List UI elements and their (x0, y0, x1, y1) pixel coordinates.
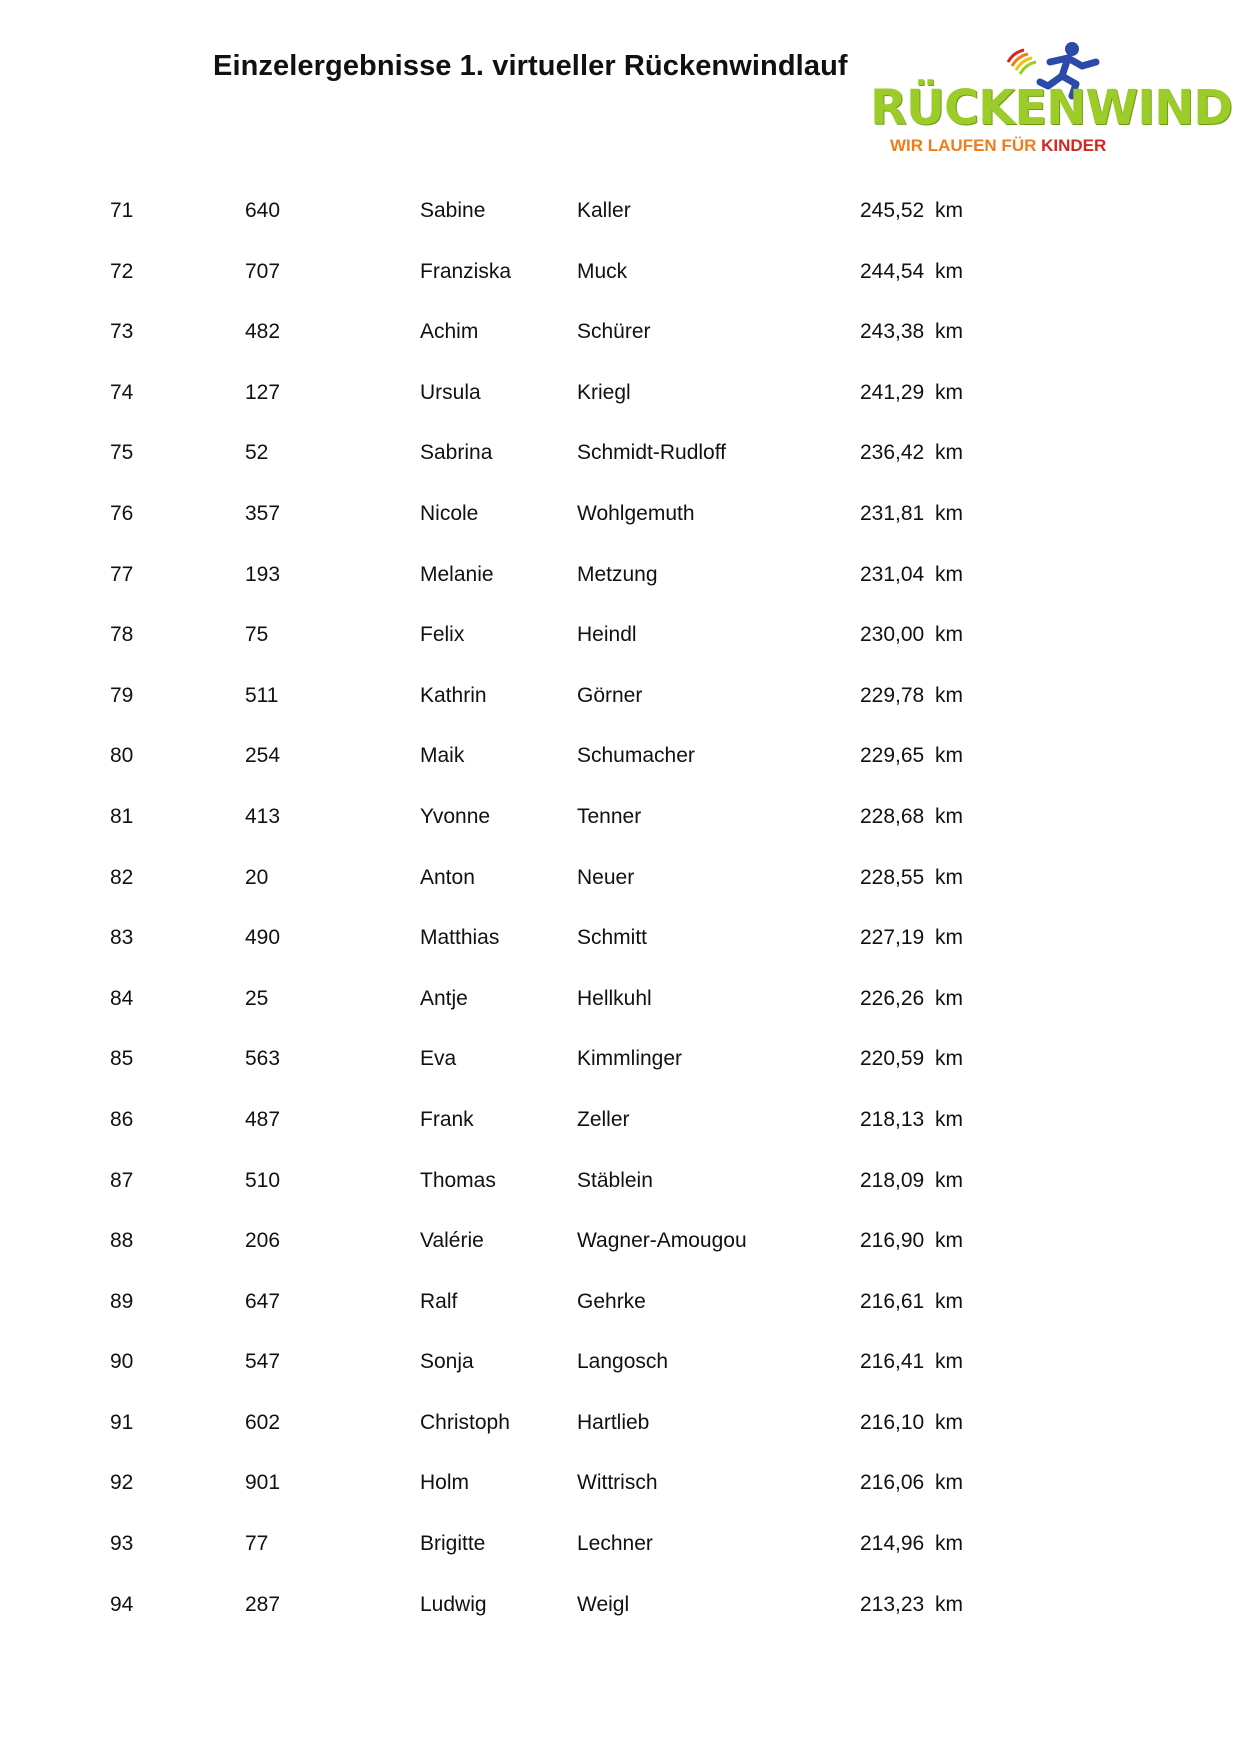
start-number: 563 (245, 1047, 281, 1071)
rank: 78 (110, 623, 134, 647)
last-name: Lechner (577, 1532, 653, 1556)
distance: 218,13 (860, 1107, 925, 1131)
result-row (0, 314, 1240, 375)
rank: 75 (110, 441, 134, 465)
first-name: Valérie (420, 1229, 484, 1253)
result-row (0, 496, 1240, 557)
result-row (0, 1223, 1240, 1284)
start-number: 487 (245, 1107, 281, 1131)
rank: 87 (110, 1168, 134, 1192)
distance: 216,10 (860, 1410, 925, 1434)
first-name: Yvonne (420, 804, 491, 828)
result-row (0, 1465, 1240, 1526)
start-number: 511 (245, 683, 279, 707)
last-name: Stäblein (577, 1168, 653, 1192)
distance: 244,54 (860, 259, 925, 283)
first-name: Franziska (420, 259, 512, 283)
distance-unit: km (935, 683, 963, 707)
last-name: Neuer (577, 865, 635, 889)
distance: 228,55 (860, 865, 925, 889)
start-number: 77 (245, 1532, 269, 1556)
results-list (0, 193, 1240, 1647)
last-name: Zeller (577, 1107, 630, 1131)
start-number: 193 (245, 562, 281, 586)
last-name: Heindl (577, 623, 637, 647)
logo-tagline (890, 136, 1106, 156)
result-row (0, 1587, 1240, 1648)
last-name: Weigl (577, 1592, 630, 1616)
distance-unit: km (935, 380, 963, 404)
first-name: Sabrina (420, 441, 493, 465)
result-row (0, 254, 1240, 315)
distance: 220,59 (860, 1047, 925, 1071)
distance-unit: km (935, 1532, 963, 1556)
start-number: 647 (245, 1289, 281, 1313)
start-number: 510 (245, 1168, 281, 1192)
result-row (0, 1041, 1240, 1102)
distance-unit: km (935, 1471, 963, 1495)
first-name: Kathrin (420, 683, 487, 707)
result-row (0, 678, 1240, 739)
distance: 216,06 (860, 1471, 925, 1495)
rank: 88 (110, 1229, 134, 1253)
distance-unit: km (935, 986, 963, 1010)
distance: 216,61 (860, 1289, 925, 1313)
last-name: Hellkuhl (577, 986, 652, 1010)
result-row (0, 1405, 1240, 1466)
distance-unit: km (935, 926, 963, 950)
last-name: Kaller (577, 199, 631, 222)
distance-unit: km (935, 1350, 963, 1374)
last-name: Hartlieb (577, 1410, 650, 1434)
rank: 79 (110, 683, 134, 707)
last-name: Schmidt-Rudloff (577, 441, 727, 465)
distance-unit: km (935, 259, 963, 283)
result-row (0, 1163, 1240, 1224)
distance-unit: km (935, 1168, 963, 1192)
start-number: 413 (245, 804, 281, 828)
first-name: Thomas (420, 1168, 496, 1192)
logo-tagline-main: WIR LAUFEN FÜR (890, 136, 1042, 155)
first-name: Achim (420, 320, 479, 344)
last-name: Schumacher (577, 744, 695, 768)
last-name: Tenner (577, 804, 642, 828)
last-name: Langosch (577, 1350, 669, 1374)
start-number: 357 (245, 501, 281, 525)
distance: 227,19 (860, 926, 925, 950)
rank: 74 (110, 380, 134, 404)
distance-unit: km (935, 623, 963, 647)
rank: 85 (110, 1047, 134, 1071)
rank: 90 (110, 1350, 134, 1374)
distance-unit: km (935, 1229, 963, 1253)
distance: 236,42 (860, 441, 925, 465)
result-row (0, 1102, 1240, 1163)
distance-unit: km (935, 744, 963, 768)
first-name: Anton (420, 865, 475, 889)
distance: 213,23 (860, 1592, 925, 1616)
rank: 77 (110, 562, 134, 586)
rank: 72 (110, 259, 134, 283)
start-number: 52 (245, 441, 269, 465)
rank: 80 (110, 744, 134, 768)
distance-unit: km (935, 865, 963, 889)
first-name: Nicole (420, 501, 479, 525)
last-name: Metzung (577, 562, 658, 586)
result-row (0, 1526, 1240, 1587)
distance: 241,29 (860, 380, 925, 404)
distance: 214,96 (860, 1532, 925, 1556)
result-row (0, 799, 1240, 860)
first-name: Felix (420, 623, 465, 647)
last-name: Gehrke (577, 1289, 646, 1313)
last-name: Wagner-Amougou (577, 1229, 747, 1253)
page-title: Einzelergebnisse 1. virtueller Rückenwindlauf (213, 50, 848, 82)
result-row (0, 920, 1240, 981)
first-name: Ursula (420, 380, 481, 404)
result-row (0, 375, 1240, 436)
distance-unit: km (935, 562, 963, 586)
last-name: Wittrisch (577, 1471, 658, 1495)
first-name: Ludwig (420, 1592, 487, 1616)
rank: 73 (110, 320, 134, 344)
start-number: 707 (245, 259, 281, 283)
distance: 245,52 (860, 199, 925, 222)
start-number: 640 (245, 199, 281, 222)
distance: 216,90 (860, 1229, 925, 1253)
rank: 84 (110, 986, 134, 1010)
distance: 230,00 (860, 623, 925, 647)
distance: 216,41 (860, 1350, 925, 1374)
rank: 76 (110, 501, 134, 525)
distance: 228,68 (860, 804, 925, 828)
last-name: Wohlgemuth (577, 501, 695, 525)
last-name: Kriegl (577, 380, 631, 404)
first-name: Frank (420, 1107, 474, 1131)
result-row (0, 1344, 1240, 1405)
start-number: 75 (245, 623, 269, 647)
result-row (0, 435, 1240, 496)
distance-unit: km (935, 1592, 963, 1616)
distance-unit: km (935, 501, 963, 525)
distance-unit: km (935, 1107, 963, 1131)
result-row (0, 193, 1240, 254)
rueckenwind-logo (870, 40, 1233, 160)
result-row (0, 1284, 1240, 1345)
distance: 231,04 (860, 562, 925, 586)
first-name: Matthias (420, 926, 500, 950)
start-number: 206 (245, 1229, 281, 1253)
rank: 91 (110, 1410, 134, 1434)
first-name: Antje (420, 986, 468, 1010)
rank: 94 (110, 1592, 134, 1616)
distance-unit: km (935, 1289, 963, 1313)
result-row (0, 860, 1240, 921)
first-name: Sabine (420, 199, 486, 222)
start-number: 20 (245, 865, 269, 889)
start-number: 490 (245, 926, 281, 950)
first-name: Brigitte (420, 1532, 486, 1556)
distance-unit: km (935, 1047, 963, 1071)
last-name: Muck (577, 259, 628, 283)
distance-unit: km (935, 1410, 963, 1434)
first-name: Eva (420, 1047, 457, 1071)
first-name: Maik (420, 744, 465, 768)
distance: 218,09 (860, 1168, 925, 1192)
last-name: Kimmlinger (577, 1047, 683, 1071)
distance-unit: km (935, 441, 963, 465)
result-row (0, 557, 1240, 618)
first-name: Melanie (420, 562, 494, 586)
start-number: 127 (245, 380, 281, 404)
distance-unit: km (935, 320, 963, 344)
rank: 89 (110, 1289, 134, 1313)
last-name: Schürer (577, 320, 651, 344)
last-name: Görner (577, 683, 643, 707)
result-row (0, 738, 1240, 799)
first-name: Sonja (420, 1350, 474, 1374)
first-name: Ralf (420, 1289, 458, 1313)
first-name: Holm (420, 1471, 470, 1495)
start-number: 287 (245, 1592, 281, 1616)
rank: 93 (110, 1532, 134, 1556)
distance: 229,78 (860, 683, 925, 707)
start-number: 482 (245, 320, 281, 344)
rank: 92 (110, 1471, 134, 1495)
rank: 83 (110, 926, 134, 950)
result-row (0, 617, 1240, 678)
rank: 82 (110, 865, 134, 889)
distance: 243,38 (860, 320, 925, 344)
rank: 81 (110, 804, 134, 828)
distance: 226,26 (860, 986, 925, 1010)
logo-tagline-accent: KINDER (1041, 136, 1107, 155)
distance: 229,65 (860, 744, 925, 768)
start-number: 602 (245, 1410, 281, 1434)
last-name: Schmitt (577, 926, 648, 950)
distance: 231,81 (860, 501, 925, 525)
logo-wordmark: RÜCKENWIND (870, 80, 1233, 136)
first-name: Christoph (420, 1410, 510, 1434)
rank: 86 (110, 1107, 134, 1131)
start-number: 901 (245, 1471, 281, 1495)
start-number: 25 (245, 986, 269, 1010)
distance-unit: km (935, 199, 963, 222)
start-number: 547 (245, 1350, 281, 1374)
start-number: 254 (245, 744, 281, 768)
distance-unit: km (935, 804, 963, 828)
rank: 71 (110, 199, 134, 222)
result-row (0, 981, 1240, 1042)
